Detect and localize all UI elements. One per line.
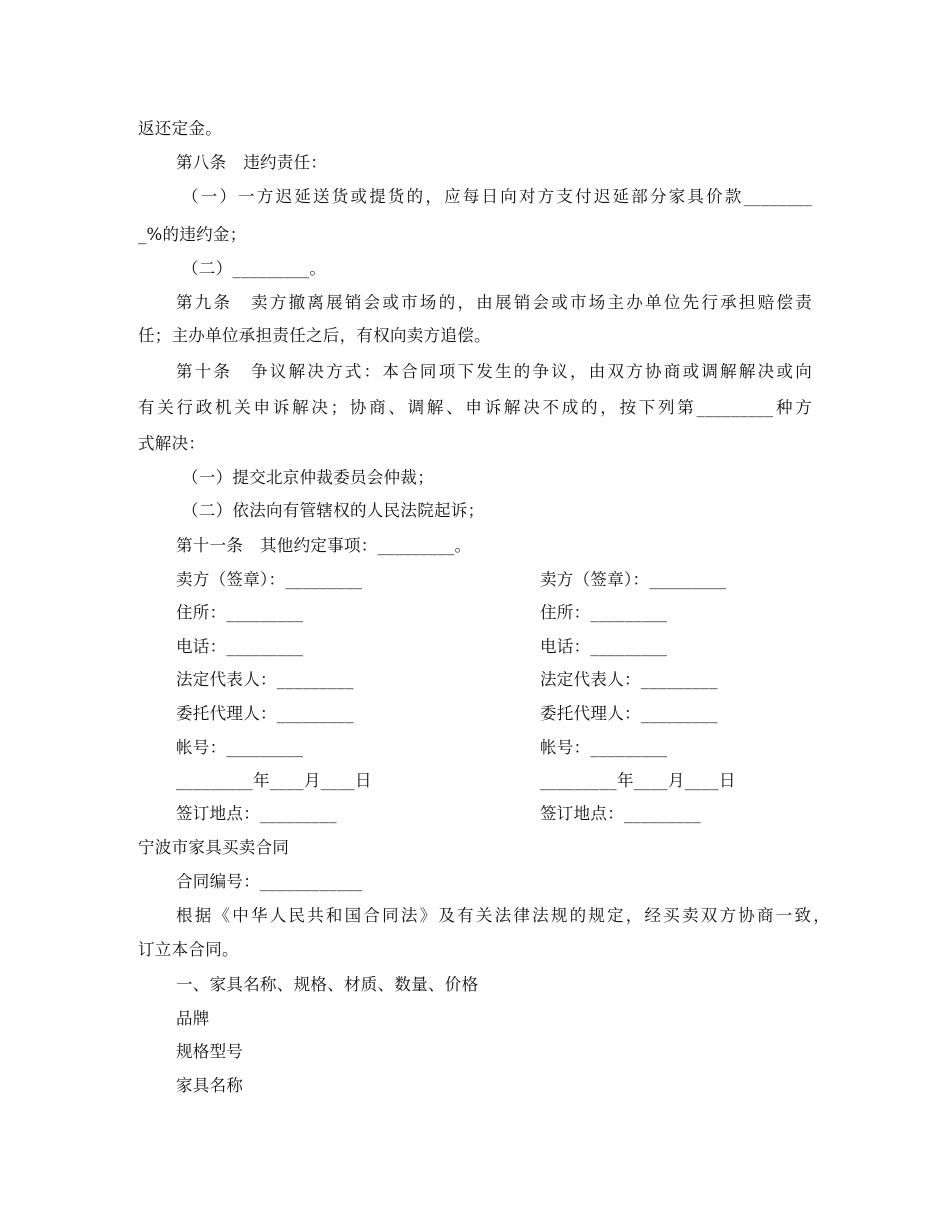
sig-right-legal-rep: 法定代表人：_________	[540, 670, 718, 689]
sig-left-place: 签订地点：_________	[176, 804, 337, 823]
article8-item2: （二）_________。	[182, 259, 327, 278]
sig-right-phone: 电话：_________	[540, 637, 668, 656]
article10-option1: （一）提交北京仲裁委员会仲裁；	[182, 468, 434, 487]
sig-left-date: _________年____月____日	[176, 771, 372, 790]
article10-line3: 式解决：	[138, 434, 206, 453]
article9-line1: 第九条 卖方撤离展销会或市场的，由展销会或市场主办单位先行承担赔偿责	[176, 293, 812, 312]
sig-right-date: _________年____月____日	[540, 771, 736, 790]
sig-left-legal-rep: 法定代表人：_________	[176, 670, 354, 689]
article8-title: 第八条 违约责任：	[176, 153, 328, 172]
contract2-number: 合同编号：____________	[176, 872, 363, 891]
sig-left-account: 帐号：_________	[176, 738, 304, 757]
sig-right-seller: 卖方（签章）：_________	[540, 570, 727, 589]
article10-line1: 第十条 争议解决方式：本合同项下发生的争议，由双方协商或调解解决或向	[176, 362, 812, 381]
sig-left-seller: 卖方（签章）：_________	[176, 570, 363, 589]
sig-right-agent: 委托代理人：_________	[540, 704, 718, 723]
sig-right-account: 帐号：_________	[540, 738, 668, 757]
contract2-field-name: 家具名称	[176, 1076, 244, 1095]
article8-item1-line2: _%的违约金；	[138, 225, 247, 244]
contract2-title: 宁波市家具买卖合同	[138, 838, 290, 857]
article10-line2: 有关行政机关申诉解决；协商、调解、申诉解决不成的，按下列第_________种方	[138, 398, 812, 417]
sig-left-address: 住所：_________	[176, 603, 304, 622]
sig-right-address: 住所：_________	[540, 603, 668, 622]
contract2-field-model: 规格型号	[176, 1042, 244, 1061]
sig-right-place: 签订地点：_________	[540, 804, 701, 823]
article10-option2: （二）依法向有管辖权的人民法院起诉；	[182, 501, 485, 520]
continuation-text: 返还定金。	[138, 119, 222, 138]
contract2-section1-heading: 一、家具名称、规格、材质、数量、价格	[176, 975, 479, 994]
contract2-field-brand: 品牌	[176, 1009, 210, 1028]
article8-item1-line1: （一）一方迟延送货或提货的，应每日向对方支付迟延部分家具价款________	[182, 187, 812, 206]
article11: 第十一条 其他约定事项：_________。	[176, 536, 472, 555]
article9-line2: 任；主办单位承担责任之后，有权向卖方追偿。	[138, 326, 491, 345]
contract2-preamble-line1: 根据《中华人民共和国合同法》及有关法律法规的规定，经买卖双方协商一致，	[176, 906, 830, 925]
sig-left-phone: 电话：_________	[176, 637, 304, 656]
sig-left-agent: 委托代理人：_________	[176, 704, 354, 723]
contract2-preamble-line2: 订立本合同。	[138, 940, 239, 959]
